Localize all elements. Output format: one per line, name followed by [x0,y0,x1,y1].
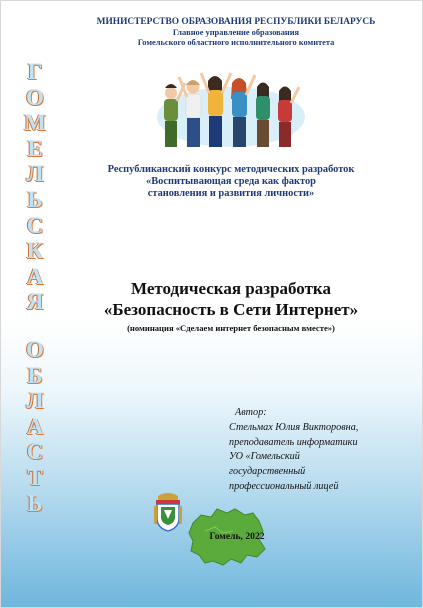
main-title [71,278,391,320]
people-illustration [151,59,311,149]
author-label: Автор: [235,407,267,418]
vertical-letter: К [26,238,44,264]
vertical-letter: Б [27,362,43,388]
vertical-letter: Т [27,464,43,490]
vertical-letter: Г [27,59,43,84]
author-line: Стельмах Юлия Викторовна, [229,421,359,433]
vertical-letter: Л [26,388,44,414]
vertical-letter: Ь [27,490,43,516]
vertical-letter: Е [27,135,43,161]
vertical-letter: С [26,212,44,238]
vertical-region-title [15,59,55,516]
vertical-letter: Ь [27,186,43,212]
contest-line: Республиканский конкурс методических разработок [107,164,355,175]
nomination-text: (номинация «Сделаем интернет безопасным вместе») [127,323,335,333]
author-block [229,406,409,495]
vertical-letter: М [24,110,46,136]
committee-title: Гомельского областного исполнительного комитета [137,38,335,47]
vertical-letter: Я [26,289,44,315]
people-image [151,59,311,149]
vertical-letter: О [26,84,44,110]
contest-line: «Воспитывающая среда как фактор [146,175,316,187]
title-line: «Безопасность в Сети Интернет» [103,300,359,319]
vertical-letter: А [26,413,44,439]
vertical-letter: А [26,263,44,289]
author-line: государственный [229,466,306,478]
city-year: Гомель, 2022 [209,531,265,542]
vertical-letter: О [26,336,44,362]
author-line: преподаватель информатики [229,436,358,448]
header-block [91,17,381,48]
title-line: Методическая разработка [131,279,331,298]
coat-of-arms-icon [153,492,183,532]
ministry-title: МИНИСТЕРСТВО ОБРАЗОВАНИЯ РЕСПУБЛИКИ БЕЛАРУСЬ [96,17,376,27]
vertical-letter: С [26,439,44,465]
department-title: Главное управление образования [172,28,300,37]
vertical-letter: Л [26,161,44,187]
author-line: УО «Гомельский [229,451,300,463]
contest-block [71,164,391,199]
contest-line: становления и развития личности» [147,187,315,199]
author-line: профессиональный лицей [229,480,339,492]
